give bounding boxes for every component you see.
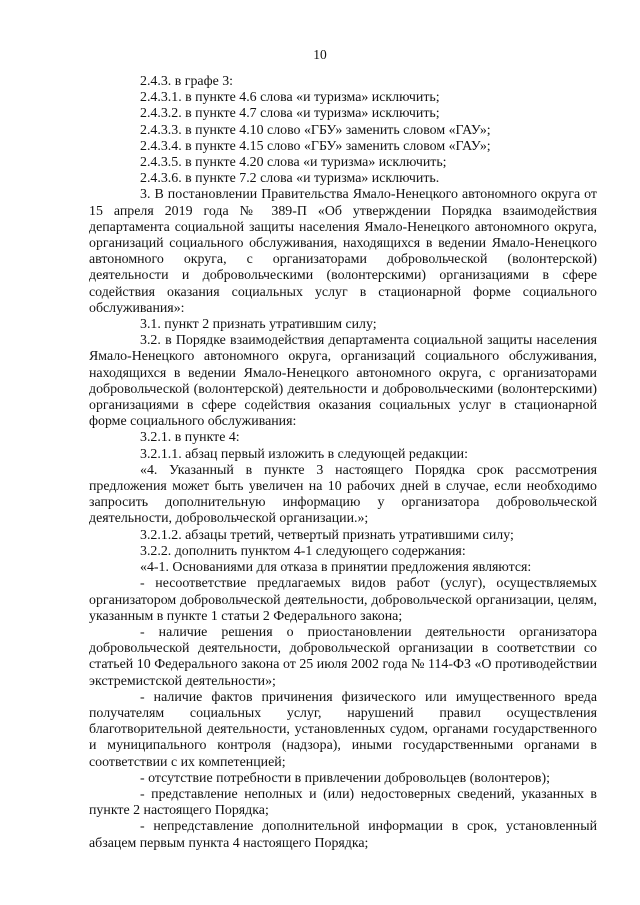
paragraph: 2.4.3.5. в пункте 4.20 слова «и туризма» исключить; — [140, 155, 447, 171]
paragraph: - представление неполных и (или) недостоверных сведений, указанных в пункте 2 настоящего Порядка; — [89, 786, 597, 819]
paragraph: «4-1. Основаниями для отказа в принятии предложения являются: — [140, 560, 532, 576]
paragraph: «4. Указанный в пункте 3 настоящего Порядка срок рассмотрения предложения может быть увеличен на 10 рабочих дней в случае, если необходимо запросить дополнительную информацию у организатора добровольческой деятельности, добровольческой организации.»; — [89, 462, 597, 527]
paragraph: 3.2.1.2. абзацы третий, четвертый признать утратившими силу; — [140, 527, 514, 543]
paragraph: 2.4.3.6. в пункте 7.2 слова «и туризма» исключить. — [140, 171, 440, 187]
paragraph: - наличие решения о приостановлении деятельности организатора добровольческой деятельности, добровольческой организации в соответствии со статьей 10 Федерального закона от 25 июля 2002 года № 114-ФЗ «О противодействии экстремистской деятельности»; — [89, 624, 597, 689]
paragraph: 3.2.1.1. абзац первый изложить в следующей редакции: — [140, 446, 468, 462]
document-body — [89, 74, 597, 852]
paragraph: 3.1. пункт 2 признать утратившим силу; — [140, 317, 377, 333]
paragraph: 2.4.3. в графе 3: — [140, 74, 234, 89]
paragraph: - непредставление дополнительной информации в срок, установленный абзацем первым пункта 4 настоящего Порядка; — [89, 819, 597, 851]
paragraph: 3. В постановлении Правительства Ямало-Ненецкого автономного округа от 15 апреля 2019 года № 389-П «Об утверждении Порядка взаимодействия департамента социальной защиты населения Ямало-Ненецкого автономного округа, организаций социального обслуживания, находящихся в ведении Ямало-Ненецкого автономного округа, с организаторами добровольческой (волонтерской) деятельности и добровольческими (волонтерскими) организациями в сфере содействия оказания социальных услуг в стационарной форме социального обслуживания»: — [89, 187, 597, 316]
paragraph: 3.2.1. в пункте 4: — [140, 430, 240, 446]
paragraph: - наличие фактов причинения физического или имущественного вреда получателям социальных услуг, нарушений правил осуществления благотворительной деятельности, установленных судом, органами государственного и муниципального контроля (надзора), иными государственными органами в соответствии с их компетенцией; — [89, 689, 597, 770]
paragraph: - несоответствие предлагаемых видов работ (услуг), осуществляемых организатором добровольческой деятельности, добровольческой организации, целям, указанным в пункте 1 статьи 2 Федерального закона; — [89, 576, 597, 624]
paragraph: 3.2.2. дополнить пунктом 4-1 следующего содержания: — [140, 543, 466, 559]
page-number: 10 — [313, 47, 327, 62]
paragraph: 2.4.3.1. в пункте 4.6 слова «и туризма» исключить; — [140, 90, 440, 106]
paragraph: 2.4.3.4. в пункте 4.15 слово «ГБУ» заменить словом «ГАУ»; — [140, 138, 491, 154]
paragraph: 3.2. в Порядке взаимодействия департамента социальной защиты населения Ямало-Ненецкого автономного округа, организаций социального обслуживания, находящихся в ведении Ямало-Ненецкого автономного округа, с организаторами добровольческой (волонтерской) деятельности и добровольческими (волонтерскими) организациями в сфере содействия оказания социальных услуг в стационарной форме социального обслуживания: — [89, 333, 597, 430]
paragraph: - отсутствие потребности в привлечении добровольцев (волонтеров); — [140, 770, 550, 786]
paragraph: 2.4.3.2. в пункте 4.7 слова «и туризма» исключить; — [140, 106, 440, 122]
paragraph: 2.4.3.3. в пункте 4.10 слово «ГБУ» заменить словом «ГАУ»; — [140, 122, 491, 138]
